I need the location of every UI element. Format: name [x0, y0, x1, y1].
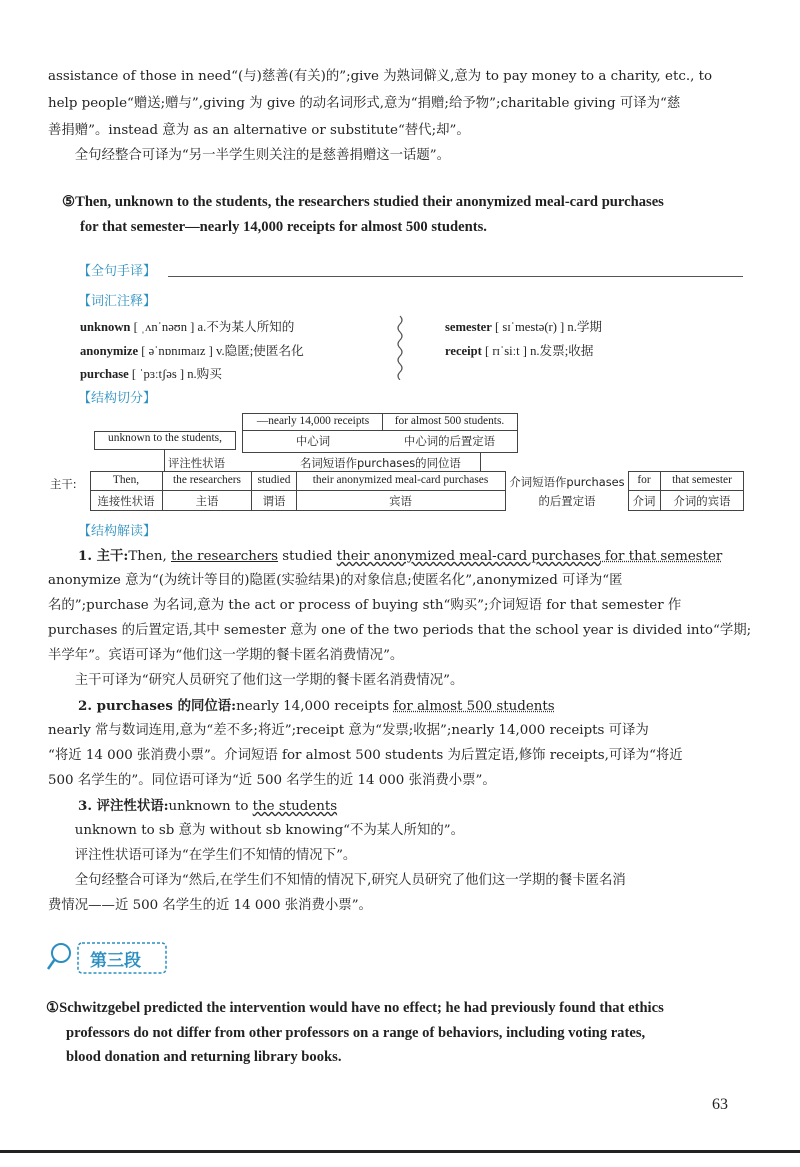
label-predicate: 谓语 [262, 494, 286, 508]
pp-object: that semester [672, 474, 732, 486]
analysis-3-line-2: unknown to sb 意为 without sb knowing“不为某人所知的”。 [74, 823, 464, 838]
bottom-rule [0, 1150, 800, 1153]
sentence-1-line-2: professors do not differ from other professors on a range of behaviors, including voting rates, [66, 1025, 646, 1041]
analysis-3-line-3: 评注性状语可译为“在学生们不知情的情况下”。 [74, 848, 357, 863]
section-title: 第三段 [90, 951, 141, 971]
main-trunk-label: 主干: [50, 477, 77, 491]
main-conj: Then, [112, 474, 140, 486]
analysis-3-line-4: 全句经整合可译为“然后,在学生们不知情的情况下,研究人员研究了他们这一学期的餐卡匿名消 [74, 873, 626, 888]
appositive-modifier: for almost 500 students. [394, 415, 505, 427]
section-header [46, 938, 171, 982]
analysis-1-line-4: purchases 的后置定语,其中 semester 意为 one of the two periods that the school year is divided into“学期; [48, 623, 752, 638]
analysis-tag: 【结构解读】 [78, 524, 157, 539]
intro-line-3: 善捐赠”。instead 意为 as an alternative or substitute“替代;却”。 [48, 123, 470, 138]
main-subject: the researchers [173, 474, 241, 486]
appositive-head: —nearly 14,000 receipts [256, 415, 370, 427]
translation-blank-line [168, 276, 743, 277]
analysis-1-line-6: 主干可译为“研究人员研究了他们这一学期的餐卡匿名消费情况”。 [74, 673, 464, 688]
label-preposition: 介词 [632, 494, 656, 508]
vocab-tag: 【词汇注释】 [78, 294, 157, 309]
main-object: their anonymized meal-card purchases [312, 474, 489, 486]
label-head-noun: 中心词 [295, 434, 331, 448]
sentence-1-line-3: blood donation and returning library books. [66, 1049, 342, 1065]
label-post-modifier: 中心词的后置定语 [403, 434, 496, 448]
analysis-1-line-5: 半学年”。宾语可译为“他们这一学期的餐卡匿名消费情况”。 [48, 648, 404, 663]
analysis-2-line-3: “将近 14 000 张消费小票”。介词短语 for almost 500 students 为后置定语,修饰 receipts,可译为“将近 [48, 748, 683, 763]
unknown-phrase: unknown to the students, [108, 432, 222, 444]
pp-prep: for [637, 474, 651, 486]
analysis-1-line-2: anonymize 意为“(为统计等目的)隐匿(实验结果)的对象信息;使匿名化”,anonymized 可译为“匿 [48, 573, 623, 588]
analysis-3-heading: 3. 评注性状语:unknown to the students [78, 798, 338, 814]
intro-line-4: 全句经整合可译为“另一半学生则关注的是慈善捐赠这一话题”。 [74, 148, 451, 163]
analysis-1-heading: 1. 主干:Then, the researchers studied their anonymized meal-card purchases for that semester [78, 548, 723, 564]
analysis-3-line-5: 费情况——近 500 名学生的近 14 000 张消费小票”。 [48, 898, 372, 913]
label-prep-object: 介词的宾语 [673, 494, 731, 508]
vocab-entry-anonymize: anonymize [ əˈnɒnɪmaɪz ] v.隐匿;使匿名化 [80, 344, 304, 358]
analysis-2-line-2: nearly 常与数词连用,意为“差不多;将近”;receipt 意为“发票;收据”;nearly 14,000 receipts 可译为 [48, 723, 649, 738]
vocab-entry-unknown: unknown [ ˌʌnˈnəʊn ] a.不为某人所知的 [80, 320, 295, 334]
label-pp-line-2: 的后置定语 [538, 494, 596, 508]
intro-line-2: help people“赠送;赠与”,giving 为 give 的动名词形式,意为“捐赠;给予物”;charitable giving 可译为“慈 [48, 96, 681, 111]
vocab-entry-purchase: purchase [ ˈpɜːtʃəs ] n.购买 [80, 367, 222, 381]
structure-tag: 【结构切分】 [78, 391, 157, 406]
label-comment-adverbial: 评注性状语 [168, 456, 225, 470]
label-appositive: 名词短语作purchases的同位语 [300, 456, 461, 470]
label-conj-adverbial: 连接性状语 [97, 494, 155, 508]
label-subject: 主语 [195, 494, 219, 508]
analysis-2-heading: 2. purchases 的同位语:nearly 14,000 receipts for almost 500 students [78, 698, 555, 714]
analysis-1-line-3: 名的”;purchase 为名词,意为 the act or process of buying sth“购买”;介词短语 for that semester 作 [48, 598, 682, 613]
label-object: 宾语 [389, 494, 412, 508]
vocab-entry-semester: semester [ sɪˈmestə(r) ] n.学期 [445, 320, 603, 334]
vocab-entry-receipt: receipt [ rɪˈsiːt ] n.发票;收据 [445, 344, 594, 358]
intro-line-1: assistance of those in need“(与)慈善(有关)的”;give 为熟词僻义,意为 to pay money to a charity, etc., to [48, 69, 713, 84]
main-verb: studied [257, 474, 291, 486]
translate-tag: 【全句手译】 [78, 264, 157, 279]
page-number: 63 [712, 1096, 728, 1113]
sentence-1-line-1: ①Schwitzgebel predicted the intervention would have no effect; he had previously found that ethics [46, 1000, 664, 1016]
sentence-5-line-1: ⑤Then, unknown to the students, the researchers studied their anonymized meal-card purchases [62, 194, 664, 210]
vocab-divider [392, 314, 408, 380]
label-pp-line-1: 介词短语作purchases [509, 475, 625, 489]
sentence-5-line-2: for that semester—nearly 14,000 receipts for almost 500 students. [80, 219, 487, 235]
analysis-2-line-4: 500 名学生的”。同位语可译为“近 500 名学生的近 14 000 张消费小票”。 [48, 773, 496, 788]
